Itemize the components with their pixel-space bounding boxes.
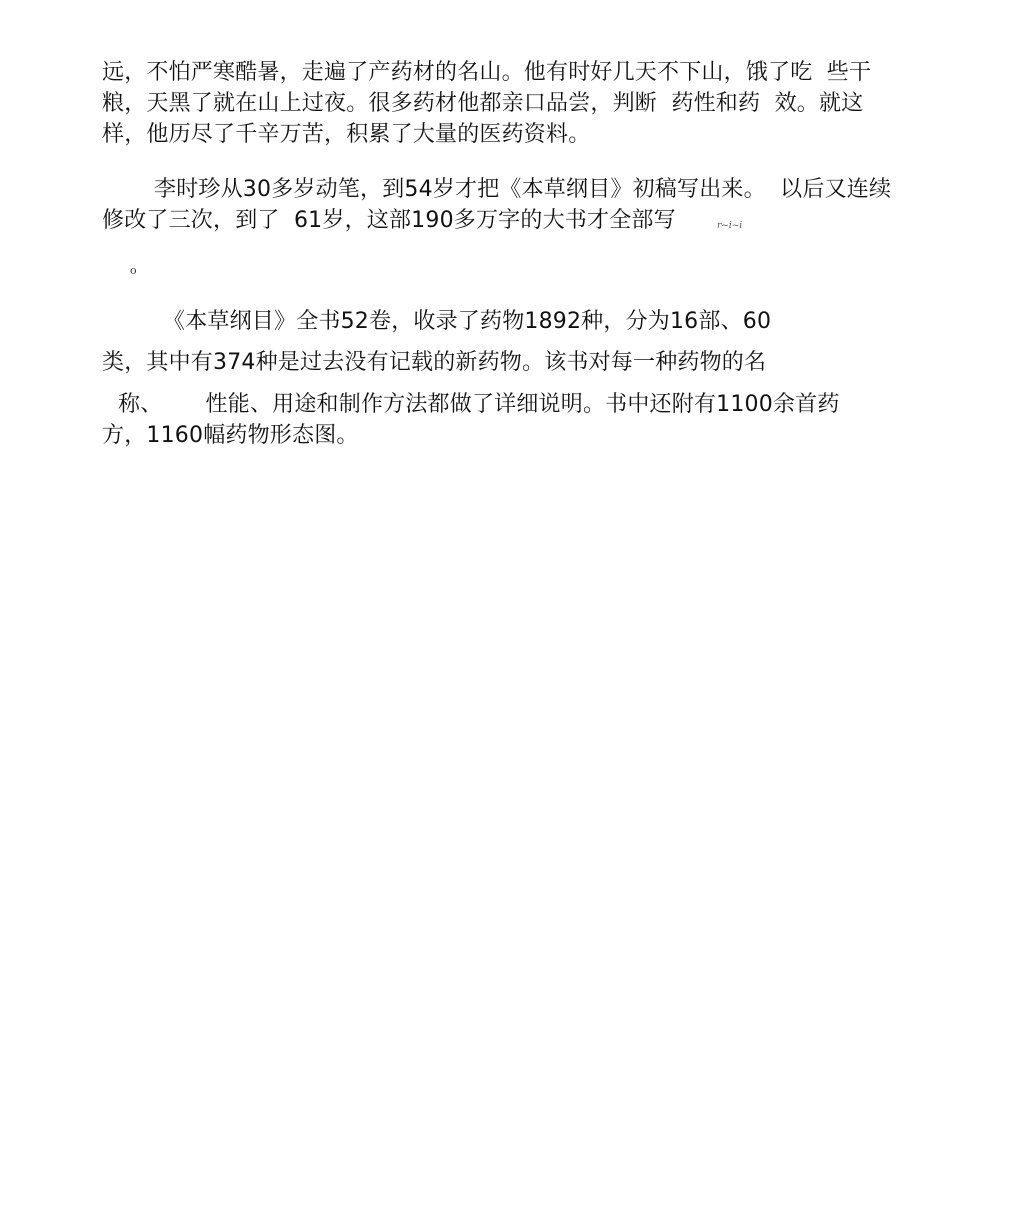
paragraph-3-line-1: 《本草纲目》全书52卷，收录了药物1892种，分为16部、60 — [163, 309, 772, 334]
paragraph-1-line-1: 远，不怕严寒酷暑，走遍了产药材的名山。他有时好几天不下山，饿了吃 些干 — [102, 60, 872, 85]
paragraph-3-line-3: 称、 性能、用途和制作方法都做了详细说明。书中还附有1100余首药 — [118, 392, 840, 417]
scan-artifact-text: r~i~i — [717, 221, 743, 231]
paragraph-3-line-2: 类，其中有374种是过去没有记载的新药物。该书对每一种药物的名 — [102, 350, 767, 375]
paragraph-1-line-3: 样，他历尽了千辛万苦，积累了大量的医药资料。 — [102, 122, 591, 147]
paragraph-2-line-1: 李时珍从30多岁动笔，到54岁才把《本草纲目》初稿写出来。 以后又连续 — [154, 177, 892, 202]
paragraph-3-line-4: 方，1160幅药物形态图。 — [102, 423, 359, 448]
trailing-period-mark: o — [130, 264, 137, 277]
paragraph-1-line-2: 粮，天黑了就在山上过夜。很多药材他都亲口品尝，判断 药性和药 效。就这 — [102, 91, 864, 116]
paragraph-2-line-2: 修改了三次，到了 61岁，这部190多万字的大书才全部写 — [102, 208, 676, 233]
